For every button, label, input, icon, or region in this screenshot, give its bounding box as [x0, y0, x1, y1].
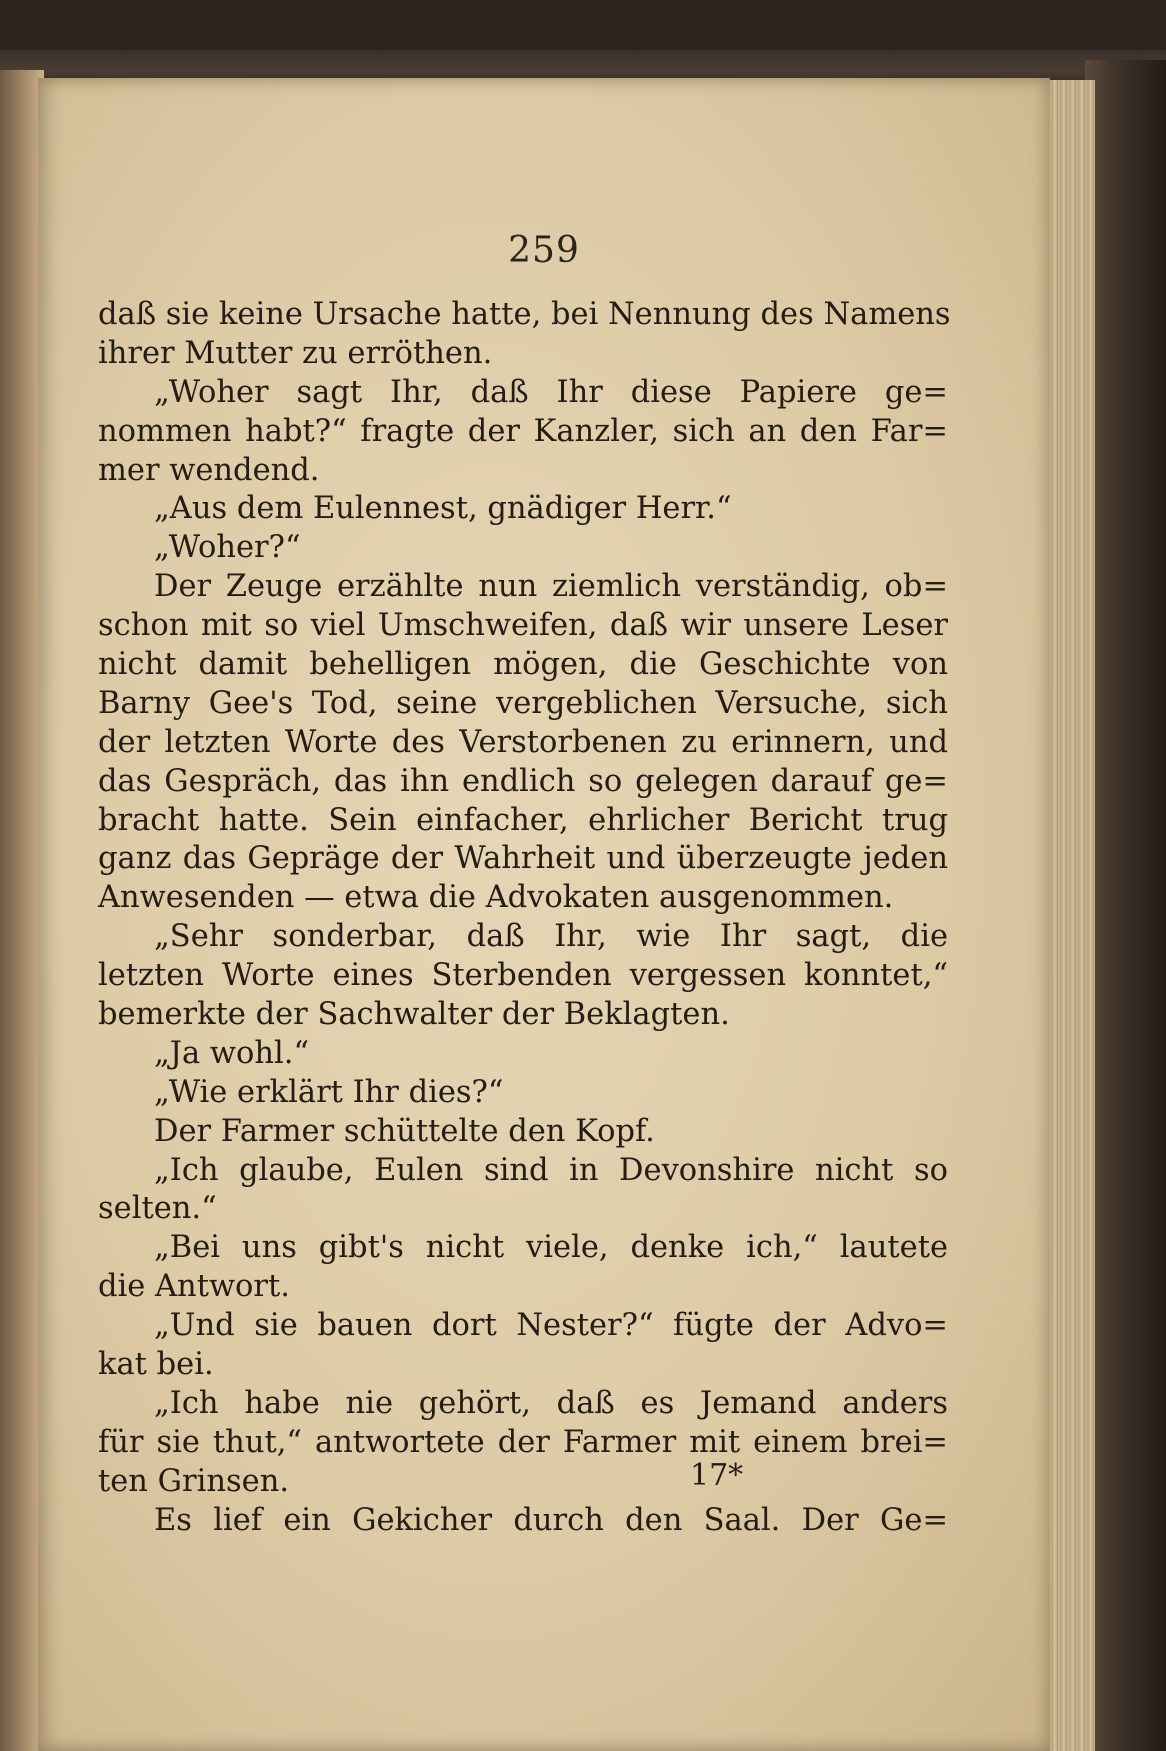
text-line: „Sehr sonderbar, daß Ihr, wie Ihr sagt, die	[154, 919, 948, 955]
text-line: Barny Gee's Tod, seine vergeblichen Versuche, sich	[98, 685, 948, 721]
page-body-text	[98, 296, 951, 1541]
text-line: „Ich habe nie gehört, daß es Jemand anders	[154, 1385, 948, 1421]
text-line: Anwesenden — etwa die Advokaten ausgenommen.	[98, 880, 894, 916]
text-line: schon mit so viel Umschweifen, daß wir unsere Leser	[98, 608, 948, 644]
text-line: nommen habt?“ fragte der Kanzler, sich an den Far=	[98, 413, 948, 449]
text-line: daß sie keine Ursache hatte, bei Nennung des Namens	[98, 297, 951, 332]
text-line: bracht hatte. Sein einfacher, ehrlicher Bericht trug	[98, 802, 948, 838]
text-line: „Ja wohl.“	[154, 1035, 310, 1071]
text-line: der letzten Worte des Verstorbenen zu erinnern, und	[98, 724, 948, 760]
text-line: bemerkte der Sachwalter der Beklagten.	[98, 997, 730, 1033]
text-line: ganz das Gepräge der Wahrheit und überzeugte jeden	[98, 841, 948, 877]
text-line: „Woher sagt Ihr, daß Ihr diese Papiere ge=	[154, 374, 948, 410]
book-page	[38, 78, 1050, 1751]
text-line: nicht damit behelligen mögen, die Geschichte von	[98, 647, 948, 683]
text-line: „Ich glaube, Eulen sind in Devonshire nicht so	[154, 1152, 948, 1188]
text-line: „Wie erklärt Ihr dies?“	[154, 1074, 504, 1110]
text-line: Der Farmer schüttelte den Kopf.	[154, 1113, 655, 1149]
text-line: „Und sie bauen dort Nester?“ fügte der Advo=	[154, 1308, 948, 1344]
text-line: kat bei.	[98, 1347, 214, 1383]
text-line: Es lief ein Gekicher durch den Saal. Der Ge=	[154, 1502, 948, 1538]
text-line: Der Zeuge erzählte nun ziemlich verständig, ob=	[154, 569, 948, 605]
text-line: „Bei uns gibt's nicht viele, denke ich,“ lautete	[154, 1230, 948, 1266]
text-line: ten Grinsen.	[98, 1463, 290, 1499]
text-line: „Woher?“	[154, 530, 301, 566]
book-cover-right-edge	[1085, 60, 1166, 1751]
text-line: die Antwort.	[98, 1269, 290, 1305]
text-line: letzten Worte eines Sterbenden vergessen konntet,“	[98, 958, 948, 994]
text-line: selten.“	[98, 1191, 217, 1227]
text-line: für sie thut,“ antwortete der Farmer mit einem brei=	[98, 1424, 948, 1460]
text-line: ihrer Mutter zu erröthen.	[98, 335, 493, 371]
text-line: das Gespräch, das ihn endlich so gelegen darauf ge=	[98, 763, 948, 799]
page-number: 259	[508, 230, 580, 271]
printer-signature-mark: 17*	[690, 1458, 744, 1493]
text-line: „Aus dem Eulennest, gnädiger Herr.“	[154, 491, 732, 527]
text-line: mer wendend.	[98, 452, 320, 488]
